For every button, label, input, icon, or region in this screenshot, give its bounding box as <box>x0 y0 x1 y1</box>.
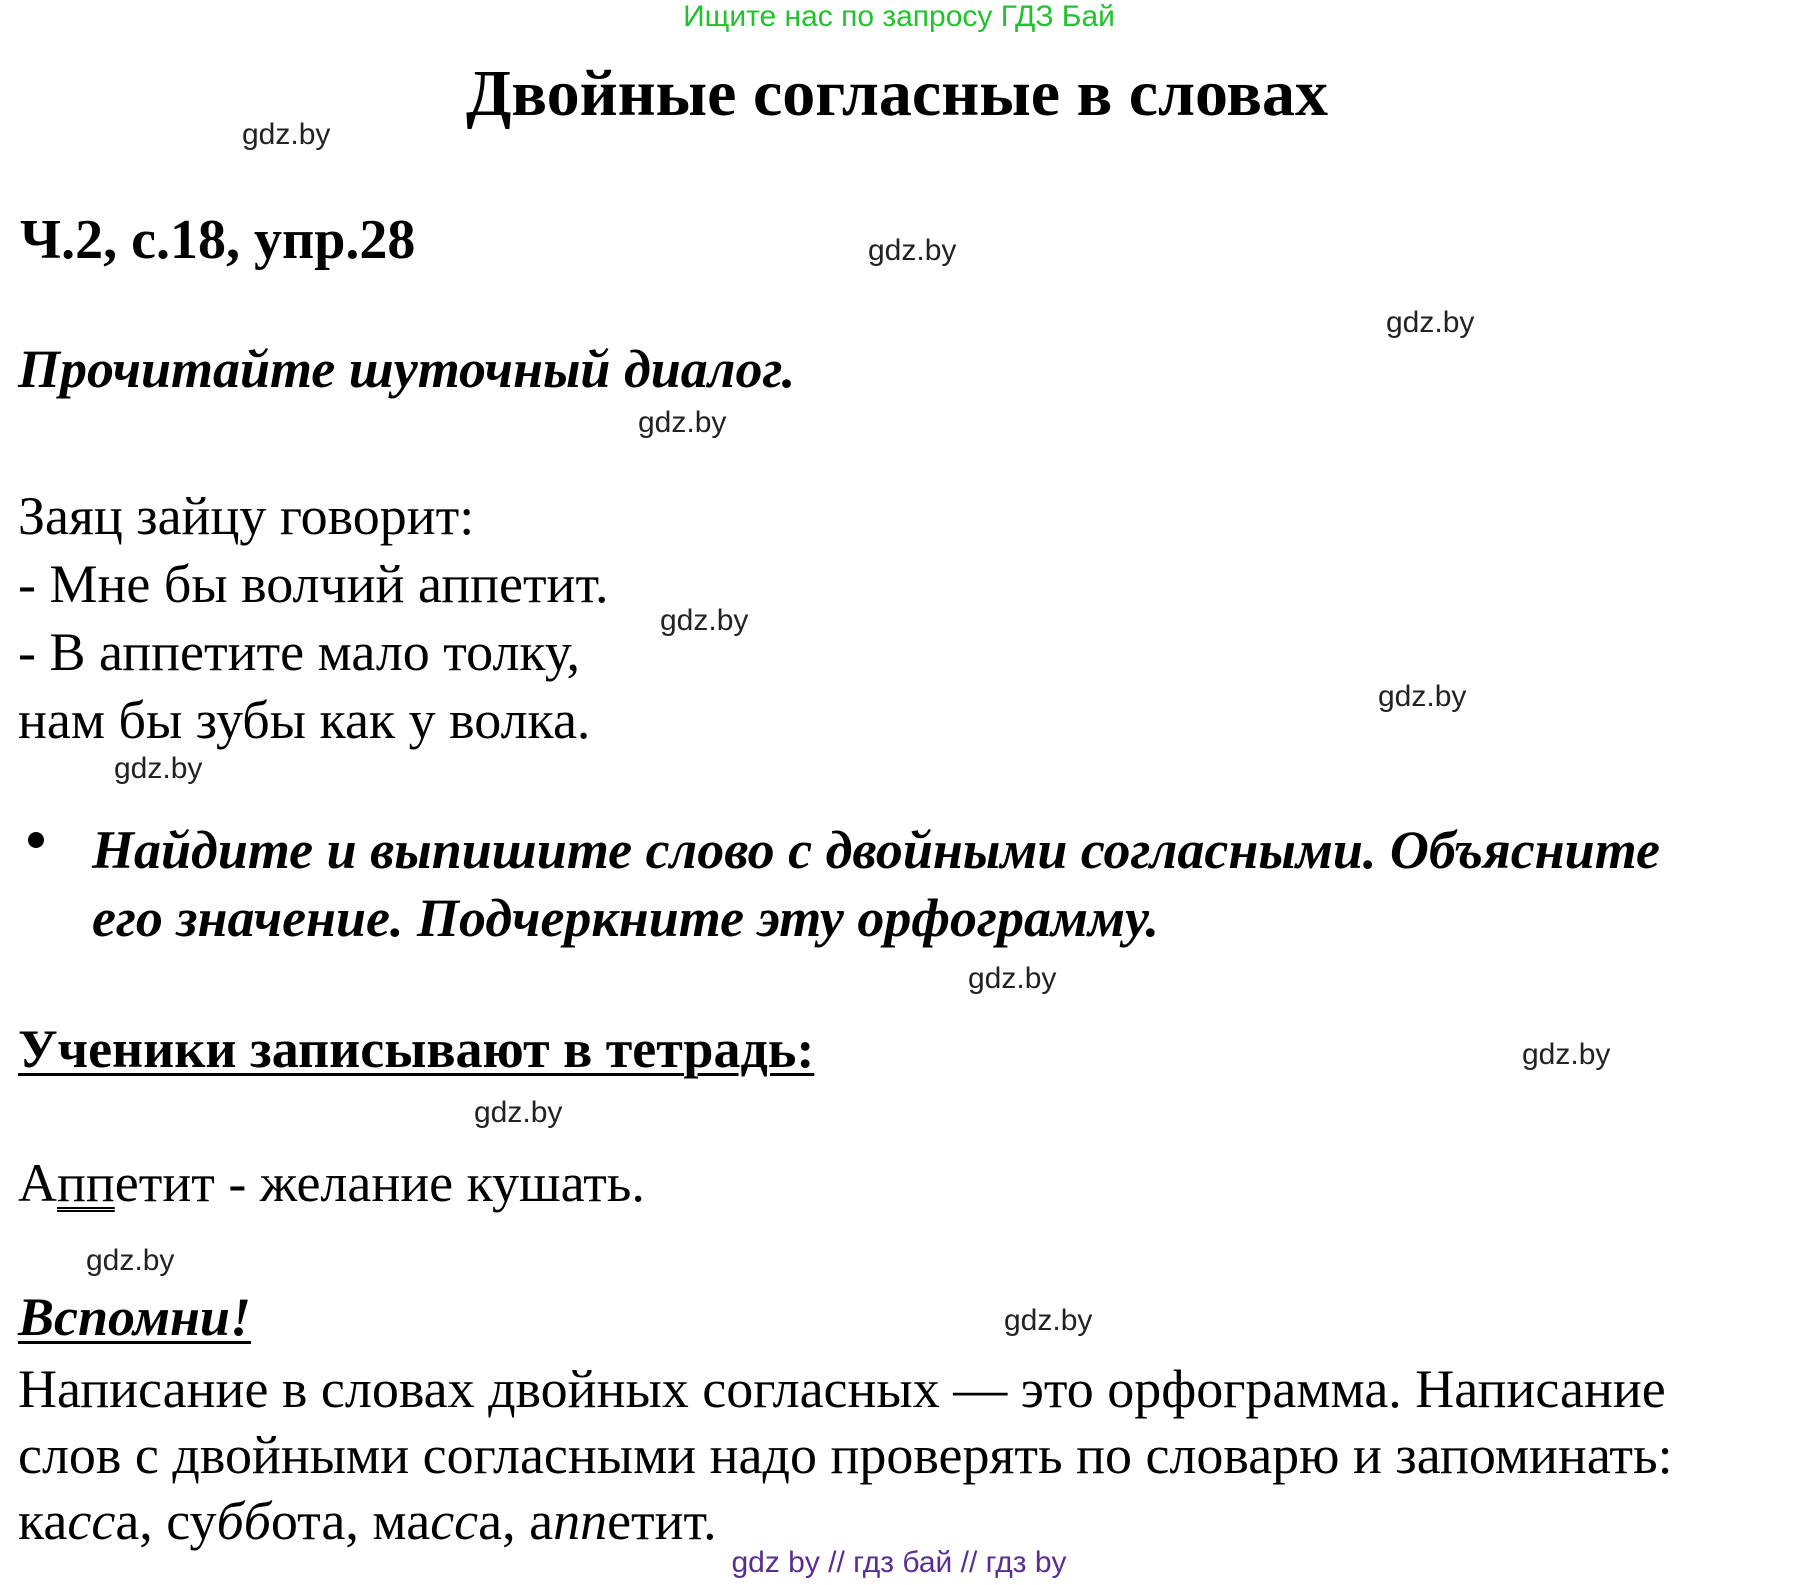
answer-line <box>18 1152 645 1214</box>
example-double: бб <box>216 1491 271 1551</box>
answer-part: А <box>18 1153 57 1213</box>
example-word: ота, <box>270 1491 373 1551</box>
answer-part: етит - желание кушать. <box>114 1153 645 1213</box>
watermark: gdz.by <box>1378 680 1467 713</box>
task-line-1: Найдите и выпишите слово с двойными согласными. Объясните <box>92 820 1660 880</box>
remember-heading: Вспомни! <box>18 1287 251 1347</box>
answer-double-consonant: пп <box>57 1153 115 1213</box>
example-word: а <box>529 1491 554 1551</box>
exercise-reference: Ч.2, с.18, упр.28 <box>20 209 416 271</box>
watermark: gdz.by <box>1522 1038 1611 1071</box>
example-word: ка <box>18 1491 68 1551</box>
poem-line-1: Заяц зайцу говорит: <box>18 486 475 546</box>
bullet-icon <box>28 832 44 848</box>
examples-line <box>18 1488 717 1554</box>
watermark: gdz.by <box>242 118 331 151</box>
page-title: Двойные согласные в словах <box>466 57 1329 130</box>
task-line-2: его значение. Подчеркните эту орфограмму. <box>92 888 1160 948</box>
watermark: gdz.by <box>868 234 957 267</box>
watermark: gdz.by <box>86 1244 175 1277</box>
poem-line-2: - Мне бы волчий аппетит. <box>18 554 609 614</box>
example-word: а, <box>115 1491 167 1551</box>
students-heading: Ученики записывают в тетрадь: <box>18 1019 815 1079</box>
watermark: gdz.by <box>1386 306 1475 339</box>
example-word: етит. <box>607 1491 717 1551</box>
example-word: ма <box>372 1491 431 1551</box>
promo-banner: Ищите нас по запросу ГДЗ Бай <box>683 0 1115 33</box>
instruction: Прочитайте шуточный диалог. <box>18 339 796 399</box>
watermark: gdz.by <box>660 604 749 637</box>
watermark: gdz.by <box>638 406 727 439</box>
example-word: а, <box>478 1491 530 1551</box>
example-double: сс <box>430 1491 479 1551</box>
example-word: су <box>166 1491 217 1551</box>
rule-line-2: слов с двойными согласными надо проверять по словарю и запоминать: <box>18 1425 1673 1485</box>
rule-line-1: Написание в словах двойных согласных — это орфограмма. Написание <box>18 1359 1666 1419</box>
poem-line-4: нам бы зубы как у волка. <box>18 690 591 750</box>
watermark: gdz.by <box>968 962 1057 995</box>
watermark: gdz.by <box>114 752 203 785</box>
poem-line-3: - В аппетите мало толку, <box>18 622 580 682</box>
example-double: сс <box>67 1491 116 1551</box>
watermark: gdz.by <box>474 1096 563 1129</box>
watermark: gdz.by <box>1004 1304 1093 1337</box>
footer-links: gdz by // гдз бай // гдз by <box>731 1546 1067 1579</box>
example-double: пп <box>553 1491 608 1551</box>
